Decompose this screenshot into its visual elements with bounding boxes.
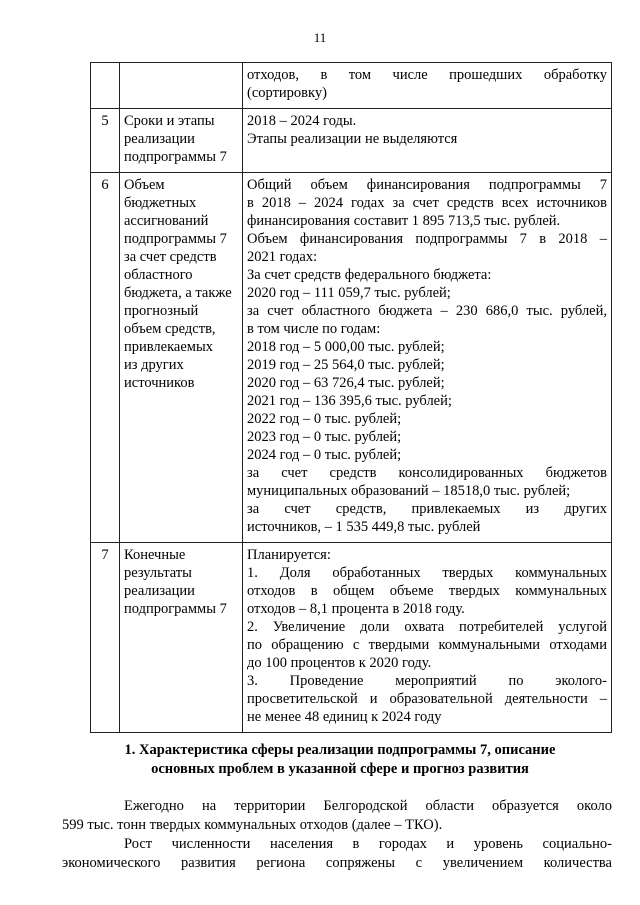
content-line: Планируется: [247,547,331,563]
content-line: (сортировку) [247,85,327,101]
content-line: до 100 процентов к 2020 году. [247,655,432,671]
row-label [120,543,243,733]
content-line: за счет средств, привлекаемых из других [247,501,607,517]
row-label [120,63,243,109]
label-line: бюджетных [124,195,197,211]
content-line: источников, – 1 535 449,8 тыс. рублей [247,519,481,535]
label-line: привлекаемых [124,339,213,355]
content-line: за счет областного бюджета – 230 686,0 тыс. рублей, [247,303,607,319]
content-line: За счет средств федерального бюджета: [247,267,492,283]
label-line: за счет средств [124,249,217,265]
label-line: подпрограммы 7 [124,601,227,617]
content-line: по обращению с твердыми коммунальными отходами [247,637,607,653]
row-label [120,173,243,543]
label-line: подпрограммы 7 [124,149,227,165]
content-line: 2019 год – 25 564,0 тыс. рублей; [247,357,445,373]
content-line: в 2018 – 2024 годах за счет средств всех источников [247,195,607,211]
content-line: 2021 год – 136 395,6 тыс. рублей; [247,393,452,409]
paragraph-line: Ежегодно на территории Белгородской области образуется около [124,798,612,814]
content-line: 2024 год – 0 тыс. рублей; [247,447,402,463]
row-content [243,173,612,543]
label-line: результаты [124,565,192,581]
content-line: Объем финансирования подпрограммы 7 в 2018 – [247,231,607,247]
row-content [243,109,612,173]
content-line: отходов – 8,1 процента в 2018 году. [247,601,465,617]
label-line: бюджета, а также [124,285,232,301]
content-line: отходов, в том числе прошедших обработку [247,67,607,83]
content-line: отходов в общем объеме твердых коммунальных [247,583,607,599]
table-row [91,63,612,109]
content-line: просветительской и образовательной деятельности – [247,691,607,707]
content-line: не менее 48 единиц к 2024 году [247,709,442,725]
table-row [91,543,612,733]
row-number [91,63,120,109]
table-row [91,173,612,543]
body-paragraphs [62,797,612,873]
content-line: Этапы реализации не выделяются [247,131,458,147]
content-line: за счет средств консолидированных бюджетов [247,465,607,481]
paragraph-line: Рост численности населения в городах и уровень социально- [124,836,612,852]
paragraph-line: экономического развития региона сопряжены с увеличением количества [62,855,612,871]
label-line: реализации [124,583,195,599]
passport-table [90,62,612,733]
label-line: реализации [124,131,195,147]
content-line: в том числе по годам: [247,321,381,337]
passport-table-body [91,63,612,733]
row-number: 5 [91,109,120,173]
section-heading [70,741,610,779]
section-heading-line: 1. Характеристика сферы реализации подпрограммы 7, описание [124,742,556,758]
content-line: 2023 год – 0 тыс. рублей; [247,429,402,445]
label-line: Объем [124,177,165,193]
content-line: Общий объем финансирования подпрограммы 7 [247,177,607,193]
content-line: 2022 год – 0 тыс. рублей; [247,411,402,427]
content-line: 2. Увеличение доли охвата потребителей услугой [247,619,607,635]
row-number: 7 [91,543,120,733]
row-content [243,543,612,733]
row-content [243,63,612,109]
label-line: Конечные [124,547,186,563]
content-line: финансирования составит 1 895 713,5 тыс. рублей. [247,213,561,229]
content-line: 1. Доля обработанных твердых коммунальных [247,565,607,581]
table-row [91,109,612,173]
content-line: муниципальных образований – 18518,0 тыс. рублей; [247,483,571,499]
label-line: подпрограммы 7 [124,231,227,247]
page-number: 11 [313,30,327,45]
label-line: объем средств, [124,321,216,337]
label-line: из других [124,357,184,373]
content-line: 2018 год – 5 000,00 тыс. рублей; [247,339,445,355]
label-line: Сроки и этапы [124,113,215,129]
label-line: источников [124,375,195,391]
label-line: прогнозный [124,303,199,319]
row-number: 6 [91,173,120,543]
label-line: ассигнований [124,213,209,229]
paragraph-line: 599 тыс. тонн твердых коммунальных отходов (далее – ТКО). [62,817,443,833]
content-line: 2020 год – 111 059,7 тыс. рублей; [247,285,451,301]
section-heading-line: основных проблем в указанной сфере и прогноз развития [151,761,529,777]
label-line: областного [124,267,193,283]
content-line: 3. Проведение мероприятий по эколого- [247,673,607,689]
row-label [120,109,243,173]
content-line: 2021 годах: [247,249,318,265]
content-line: 2020 год – 63 726,4 тыс. рублей; [247,375,445,391]
content-line: 2018 – 2024 годы. [247,113,357,129]
